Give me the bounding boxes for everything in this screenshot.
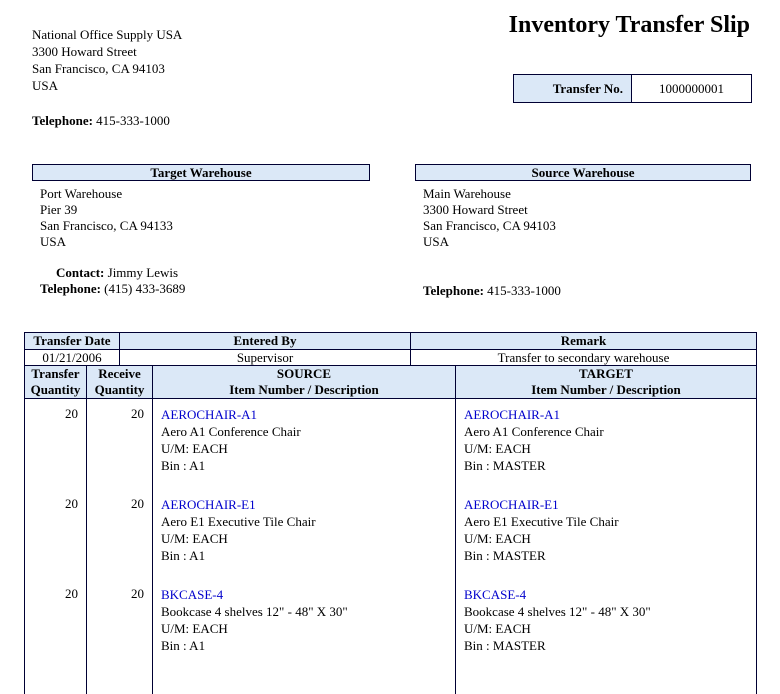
source-item-number-link[interactable]: BKCASE-4 [161, 587, 224, 602]
source-item-number-link[interactable]: AEROCHAIR-E1 [161, 497, 256, 512]
source-warehouse-street: 3300 Howard Street [423, 202, 528, 217]
target-item-description: Bookcase 4 shelves 12" - 48" X 30" [464, 604, 651, 619]
target-warehouse-contact-line [56, 265, 370, 281]
transfer-no-row [514, 75, 752, 103]
source-item-description: Aero E1 Executive Tile Chair [161, 514, 316, 529]
target-item-number-link[interactable]: BKCASE-4 [464, 587, 527, 602]
source-warehouse-name: Main Warehouse [423, 186, 511, 201]
transfer-items-table [24, 365, 757, 694]
transfer-no-value: 1000000001 [632, 75, 752, 103]
company-phone-line [32, 112, 182, 129]
target-warehouse-street: Pier 39 [40, 202, 78, 217]
target-warehouse-phone-value: (415) 433-3689 [104, 281, 186, 296]
item-row [25, 489, 757, 579]
item-row [25, 399, 757, 490]
target-warehouse-address [40, 186, 370, 250]
source-warehouse-phone-label: Telephone: [423, 283, 484, 298]
target-item-um: U/M: EACH [464, 441, 531, 456]
company-name: National Office Supply USA [32, 27, 183, 42]
source-warehouse-phone-value: 415-333-1000 [487, 283, 561, 298]
target-item-um: U/M: EACH [464, 621, 531, 636]
company-address-block [32, 26, 182, 129]
source-warehouse-country: USA [423, 234, 450, 249]
transfer-no-label: Transfer No. [514, 75, 632, 103]
target-column-header: TARGET Item Number / Description [456, 366, 757, 399]
source-item-cell [153, 489, 456, 579]
target-warehouse-contact-value: Jimmy Lewis [107, 265, 179, 280]
transfer-date-value: 01/21/2006 [25, 350, 120, 367]
entered-by-header: Entered By [120, 333, 411, 350]
target-item-cell [456, 399, 757, 490]
transfer-no-box [513, 74, 752, 103]
source-warehouse-phone-line [423, 283, 751, 299]
company-street: 3300 Howard Street [32, 44, 137, 59]
source-item-bin: Bin : A1 [161, 458, 206, 473]
source-item-description: Bookcase 4 shelves 12" - 48" X 30" [161, 604, 348, 619]
remark-value: Transfer to secondary warehouse [411, 350, 757, 367]
target-warehouse-country: USA [40, 234, 67, 249]
target-item-um: U/M: EACH [464, 531, 531, 546]
transfer-info-table [24, 332, 757, 367]
target-item-cell [456, 489, 757, 579]
target-item-description: Aero A1 Conference Chair [464, 424, 604, 439]
company-country: USA [32, 78, 59, 93]
company-phone-value: 415-333-1000 [96, 113, 170, 128]
transfer-quantity-value: 20 [25, 579, 87, 694]
target-warehouse-city: San Francisco, CA 94133 [40, 218, 173, 233]
source-warehouse-header: Source Warehouse [415, 164, 751, 181]
source-item-bin: Bin : A1 [161, 548, 206, 563]
transfer-info-header-row [25, 333, 757, 350]
target-item-bin: Bin : MASTER [464, 458, 546, 473]
company-city: San Francisco, CA 94103 [32, 61, 165, 76]
source-item-um: U/M: EACH [161, 621, 228, 636]
source-item-cell [153, 399, 456, 490]
transfer-quantity-value: 20 [25, 489, 87, 579]
receive-quantity-value: 20 [87, 399, 153, 490]
receive-quantity-value: 20 [87, 489, 153, 579]
source-warehouse-block [415, 164, 751, 299]
transfer-info-value-row [25, 350, 757, 367]
source-item-um: U/M: EACH [161, 531, 228, 546]
target-item-bin: Bin : MASTER [464, 638, 546, 653]
target-item-number-link[interactable]: AEROCHAIR-A1 [464, 407, 561, 422]
target-warehouse-header: Target Warehouse [32, 164, 370, 181]
company-phone-label: Telephone: [32, 113, 93, 128]
items-header-row [25, 366, 757, 399]
target-warehouse-block [32, 164, 370, 297]
target-item-number-link[interactable]: AEROCHAIR-E1 [464, 497, 559, 512]
transfer-quantity-header: Transfer Quantity [25, 366, 87, 399]
receive-quantity-header: Receive Quantity [87, 366, 153, 399]
target-item-description: Aero E1 Executive Tile Chair [464, 514, 619, 529]
source-item-description: Aero A1 Conference Chair [161, 424, 301, 439]
source-item-um: U/M: EACH [161, 441, 228, 456]
item-row [25, 579, 757, 694]
receive-quantity-value: 20 [87, 579, 153, 694]
target-warehouse-phone-line [40, 281, 370, 297]
source-item-number-link[interactable]: AEROCHAIR-A1 [161, 407, 258, 422]
target-warehouse-phone-label: Telephone: [40, 281, 101, 296]
source-column-header: SOURCE Item Number / Description [153, 366, 456, 399]
source-warehouse-city: San Francisco, CA 94103 [423, 218, 556, 233]
target-item-cell [456, 579, 757, 694]
target-warehouse-contact-label: Contact: [56, 265, 105, 280]
transfer-date-header: Transfer Date [25, 333, 120, 350]
source-item-cell [153, 579, 456, 694]
page-title: Inventory Transfer Slip [508, 12, 750, 38]
target-warehouse-name: Port Warehouse [40, 186, 123, 201]
entered-by-value: Supervisor [120, 350, 411, 367]
source-item-bin: Bin : A1 [161, 638, 206, 653]
remark-header: Remark [411, 333, 757, 350]
transfer-quantity-value: 20 [25, 399, 87, 490]
source-warehouse-address [423, 186, 751, 250]
target-item-bin: Bin : MASTER [464, 548, 546, 563]
